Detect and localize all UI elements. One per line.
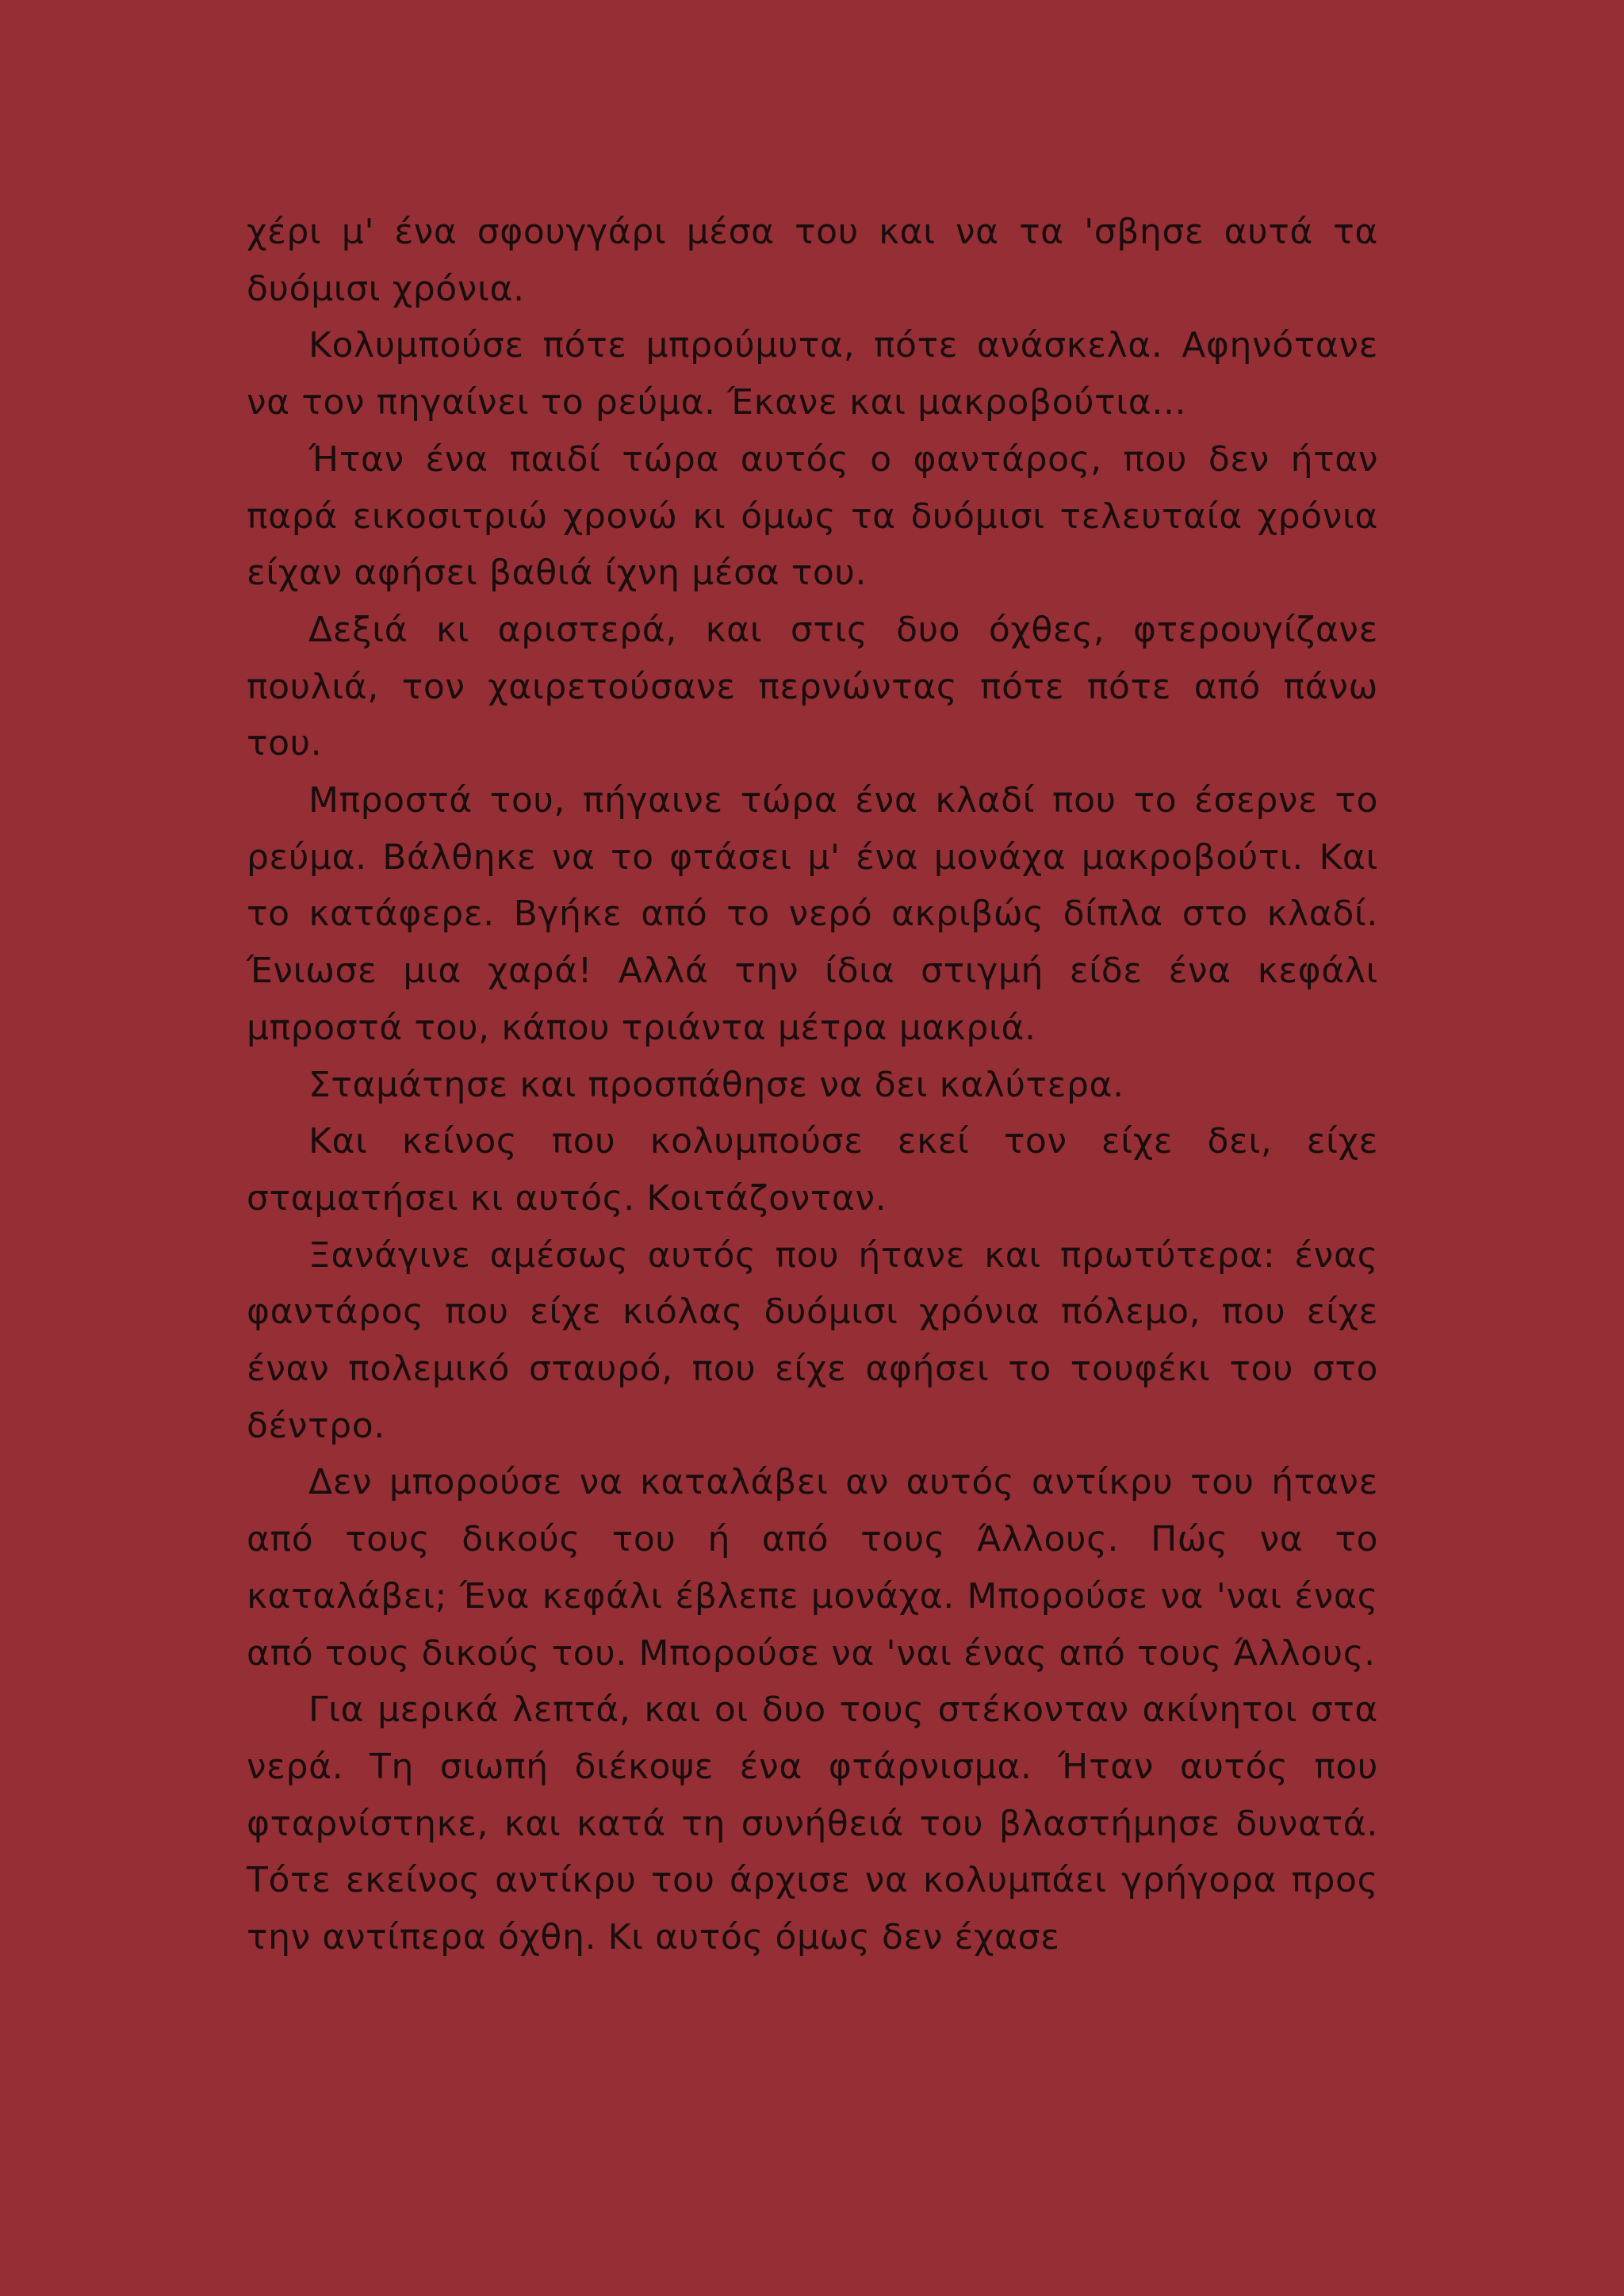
paragraph-2: Κολυμπούσε πότε μπρούμυτα, πότε ανάσκελα. Αφηνότανε να τον πηγαίνει το ρεύμα. Έκανε και μακροβούτια... — [247, 325, 1378, 423]
paragraph-7: Και κείνος που κολυμπούσε εκεί τον είχε δει, είχε σταματήσει κι αυτός. Κοιτάζονταν. — [247, 1121, 1378, 1219]
paragraph-4: Δεξιά κι αριστερά, και στις δυο όχθες, φτερουγίζανε πουλιά, τον χαιρετούσανε περνώντας πότε πότε από πάνω του. — [247, 609, 1378, 764]
paragraph-10: Για μερικά λεπτά, και οι δυο τους στέκονταν ακίνητοι στα νερά. Τη σιωπή διέκοψε ένα φτάρνισμα. Ήταν αυτός που φταρνίστηκε, και κατά τη συνήθειά του βλαστήμησε δυνατά. Τότε εκείνος αντίκρυ του άρχισε να κολυμπάει γρήγορα προς την αντίπερα όχθη. Κι αυτός όμως δεν έχασε — [247, 1689, 1378, 1958]
paragraph-1: χέρι μ' ένα σφουγγάρι μέσα του και να τα 'σβησε αυτά τα δυόμισι χρόνια. — [247, 212, 1378, 309]
paragraph-6: Σταμάτησε και προσπάθησε να δει καλύτερα. — [308, 1064, 1124, 1105]
page-text-block — [247, 204, 1378, 1966]
paragraph-8: Ξανάγινε αμέσως αυτός που ήτανε και πρωτύτερα: ένας φαντάρος που είχε κιόλας δυόμισι χρόνια πόλεμο, που είχε έναν πολεμικό σταυρό, που είχε αφήσει το τουφέκι του στο δέντρο. — [247, 1234, 1378, 1446]
paragraph-3: Ήταν ένα παιδί τώρα αυτός ο φαντάρος, που δεν ήταν παρά εικοσιτριώ χρονώ κι όμως τα δυόμισι τελευταία χρόνια είχαν αφήσει βαθιά ίχνη μέσα του. — [247, 438, 1378, 594]
paragraph-9: Δεν μπορούσε να καταλάβει αν αυτός αντίκρυ του ήτανε από τους δικούς του ή από τους Άλλους. Πώς να το καταλάβει; Ένα κεφάλι έβλεπε μονάχα. Μπορούσε να 'ναι ένας από τους δικούς του. Μπορούσε να 'ναι ένας από τους Άλλους. — [247, 1462, 1378, 1674]
paragraph-5: Μπροστά του, πήγαινε τώρα ένα κλαδί που το έσερνε το ρεύμα. Βάλθηκε να το φτάσει μ' ένα μονάχα μακροβούτι. Και το κατάφερε. Βγήκε από το νερό ακριβώς δίπλα στο κλαδί. Ένιωσε μια χαρά! Αλλά την ίδια στιγμή είδε ένα κεφάλι μπροστά του, κάπου τριάντα μέτρα μακριά. — [247, 780, 1378, 1048]
